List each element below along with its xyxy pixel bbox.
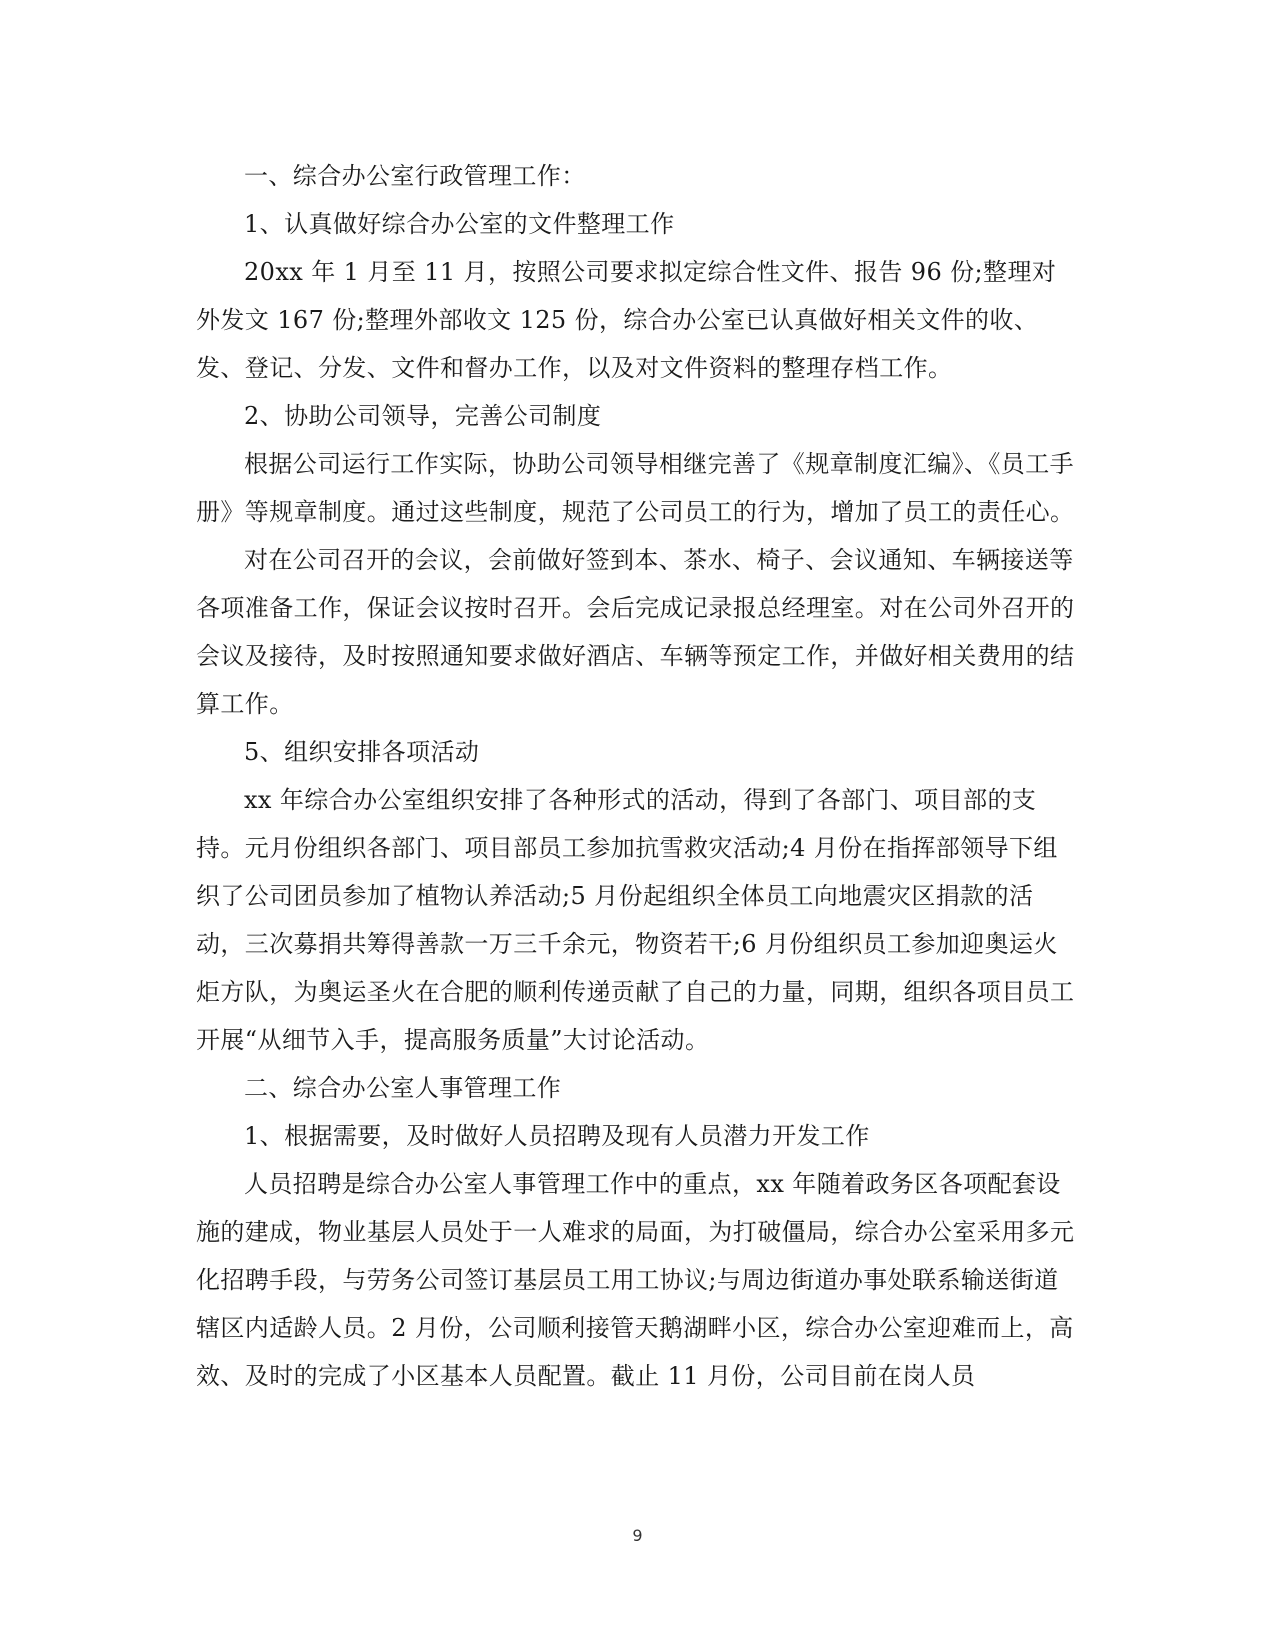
subheading-activities: 5、组织安排各项活动	[244, 738, 480, 766]
document-body	[196, 152, 1076, 1400]
paragraph-rules-compilation: 根据公司运行工作实际，协助公司领导相继完善了《规章制度汇编》、《员工手册》等规章制度。通过这些制度，规范了公司员工的行为，增加了员工的责任心。	[196, 450, 1075, 526]
subheading-company-rules: 2、协助公司领导，完善公司制度	[244, 402, 602, 430]
section-heading-admin: 一、综合办公室行政管理工作：	[244, 162, 586, 190]
paragraph-file-statistics: 20xx 年 1 月至 11 月，按照公司要求拟定综合性文件、报告 96 份;整理对外发文 167 份;整理外部收文 125 份，综合办公室已认真做好相关文件的收、发、登记、分发、文件和督办工作，以及对文件资料的整理存档工作。	[196, 258, 1057, 382]
section-heading-personnel: 二、综合办公室人事管理工作	[244, 1074, 562, 1102]
subheading-recruitment: 1、根据需要，及时做好人员招聘及现有人员潜力开发工作	[244, 1122, 870, 1150]
paragraph-recruitment-detail: 人员招聘是综合办公室人事管理工作中的重点，xx 年随着政务区各项配套设施的建成，物业基层人员处于一人难求的局面，为打破僵局，综合办公室采用多元化招聘手段，与劳务公司签订基层员工用工协议;与周边街道办事处联系输送街道辖区内适龄人员。2 月份，公司顺利接管天鹅湖畔小区，综合办公室迎难而上，高效、及时的完成了小区基本人员配置。截止 11 月份，公司目前在岗人员	[196, 1170, 1075, 1390]
page-number: 9	[632, 1526, 643, 1545]
paragraph-meeting-arrangements: 对在公司召开的会议，会前做好签到本、茶水、椅子、会议通知、车辆接送等各项准备工作，保证会议按时召开。会后完成记录报总经理室。对在公司外召开的会议及接待，及时按照通知要求做好酒店、车辆等预定工作，并做好相关费用的结算工作。	[196, 546, 1075, 718]
paragraph-activities-detail: xx 年综合办公室组织安排了各种形式的活动，得到了各部门、项目部的支持。元月份组织各部门、项目部员工参加抗雪救灾活动;4 月份在指挥部领导下组织了公司团员参加了植物认养活动;5 月份起组织全体员工向地震灾区捐款的活动，三次募捐共筹得善款一万三千余元，物资若干;6 月份组织员工参加迎奥运火炬方队，为奥运圣火在合肥的顺利传递贡献了自己的力量，同期，组织各项目员工开展“从细节入手，提高服务质量”大讨论活动。	[196, 786, 1075, 1054]
subheading-file-management: 1、认真做好综合办公室的文件整理工作	[244, 210, 675, 238]
